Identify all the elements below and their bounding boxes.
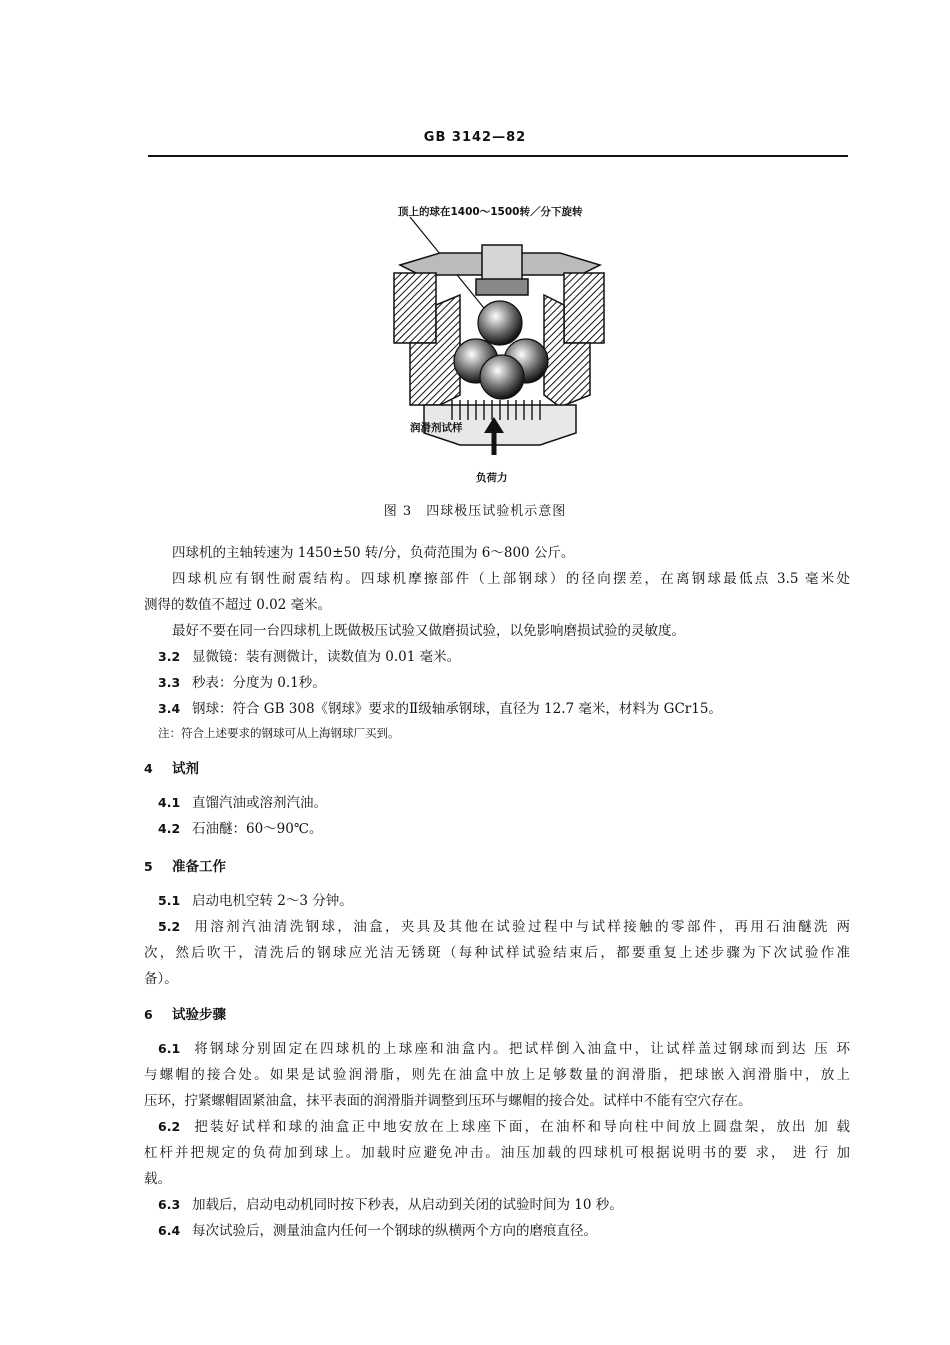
section-4-heading <box>144 760 850 778</box>
top-ball <box>478 301 522 345</box>
intro-line-3: 测得的数值不超过 0.02 毫米。 <box>144 597 332 613</box>
section-5-heading <box>144 858 850 876</box>
lubricant-sample-label: 润滑剂试样 <box>410 422 463 434</box>
section-title: 试剂 <box>172 761 199 777</box>
item-text: 把装好试样和球的油盒正中地安放在上球座下面，在油杯和导向柱中间放上圆盘架，放出 加 载 <box>192 1119 850 1135</box>
load-force-label: 负荷力 <box>476 472 508 484</box>
spindle-collar <box>476 279 528 295</box>
item-text: 秒表：分度为 0.1秒。 <box>192 675 326 691</box>
item-text: 每次试验后，测量油盒内任何一个钢球的纵横两个方向的磨痕直径。 <box>192 1223 597 1239</box>
item-number: 5.2 <box>158 919 181 934</box>
item-text: 显微镜：装有测微计，读数值为 0.01 毫米。 <box>192 649 461 665</box>
section-title: 准备工作 <box>172 859 226 875</box>
item-3-2 <box>158 648 864 666</box>
lower-ball-center <box>480 355 524 399</box>
section-number: 5 <box>144 859 153 874</box>
item-6-2-line-3: 载。 <box>144 1171 171 1187</box>
item-5-2-line-3: 备）。 <box>144 971 178 987</box>
item-number: 4.2 <box>158 821 181 836</box>
right-wall <box>564 273 604 343</box>
item-text: 石油醚：60～90℃。 <box>192 821 323 837</box>
item-number: 3.2 <box>158 649 181 664</box>
item-number: 6.3 <box>158 1197 181 1212</box>
item-3-3 <box>158 674 864 692</box>
rotation-label: 顶上的球在1400～1500转／分下旋转 <box>398 206 583 218</box>
section-6-heading <box>144 1006 850 1024</box>
item-number: 5.1 <box>158 893 181 908</box>
item-6-4 <box>158 1222 864 1240</box>
left-wall <box>394 273 436 343</box>
item-5-2-line-2: 次，然后吹干，清洗后的钢球应光洁无锈斑（每种试样试验结束后，都要重复上述步骤为下次试验作准 <box>144 945 850 961</box>
item-number: 4.1 <box>158 795 181 810</box>
four-ball-tester-diagram <box>380 195 620 455</box>
item-6-1-line-2: 与螺帽的接合处。如果是试验润滑脂，则先在油盒中放上足够数量的润滑脂，把球嵌入润滑脂中，放上 <box>144 1067 850 1083</box>
item-text: 将钢球分别固定在四球机的上球座和油盒内。把试样倒入油盒中，让试样盖过钢球而到达 压 环 <box>192 1041 850 1057</box>
item-4-2 <box>158 820 864 838</box>
item-number: 3.3 <box>158 675 181 690</box>
intro-line-4: 最好不要在同一台四球机上既做极压试验又做磨损试验，以免影响磨损试验的灵敏度。 <box>172 623 685 639</box>
item-3-4 <box>158 700 864 718</box>
item-6-1-line-3: 压环，拧紧螺帽固紧油盒，抹平表面的润滑脂并调整到压环与螺帽的接合处。试样中不能有空穴存在。 <box>144 1093 752 1109</box>
item-5-1 <box>158 892 864 910</box>
item-6-2-line-2: 杠杆并把规定的负荷加到球上。加载时应避免冲击。油压加载的四球机可根据说明书的要 求， 进 行 加 <box>144 1145 850 1161</box>
intro-line-2: 四球机应有钢性耐震结构。四球机摩擦部件（上部钢球）的径向摆差，在离钢球最低点 3.5 毫米处 <box>172 571 850 587</box>
note: 注：符合上述要求的钢球可从上海钢球厂买到。 <box>158 726 400 740</box>
item-6-1-line-1 <box>158 1040 850 1058</box>
item-number: 6.1 <box>158 1041 181 1056</box>
item-text: 钢球：符合 GB 308《钢球》要求的Ⅱ级轴承钢球，直径为 12.7 毫米，材料为 GCr15。 <box>192 701 722 717</box>
section-number: 6 <box>144 1007 153 1022</box>
item-text: 启动电机空转 2～3 分钟。 <box>192 893 353 909</box>
section-title: 试验步骤 <box>172 1007 226 1023</box>
item-text: 加载后，启动电动机同时按下秒表，从启动到关闭的试验时间为 10 秒。 <box>192 1197 623 1213</box>
standard-code: GB 3142—82 <box>423 130 527 145</box>
item-number: 6.4 <box>158 1223 181 1238</box>
item-6-2-line-1 <box>158 1118 850 1136</box>
item-5-2-line-1 <box>158 918 850 936</box>
item-text: 用溶剂汽油清洗钢球，油盒，夹具及其他在试验过程中与试样接触的零部件，再用石油醚洗 两 <box>192 919 850 935</box>
intro-line-1: 四球机的主轴转速为 1450±50 转/分，负荷范围为 6～800 公斤。 <box>172 545 575 561</box>
item-number: 6.2 <box>158 1119 181 1134</box>
item-4-1 <box>158 794 864 812</box>
item-text: 直馏汽油或溶剂汽油。 <box>192 795 327 811</box>
header-rule <box>148 155 848 157</box>
item-number: 3.4 <box>158 701 181 716</box>
item-6-3 <box>158 1196 864 1214</box>
figure-caption: 图 3 四球极压试验机示意图 <box>383 504 567 519</box>
section-number: 4 <box>144 761 153 776</box>
